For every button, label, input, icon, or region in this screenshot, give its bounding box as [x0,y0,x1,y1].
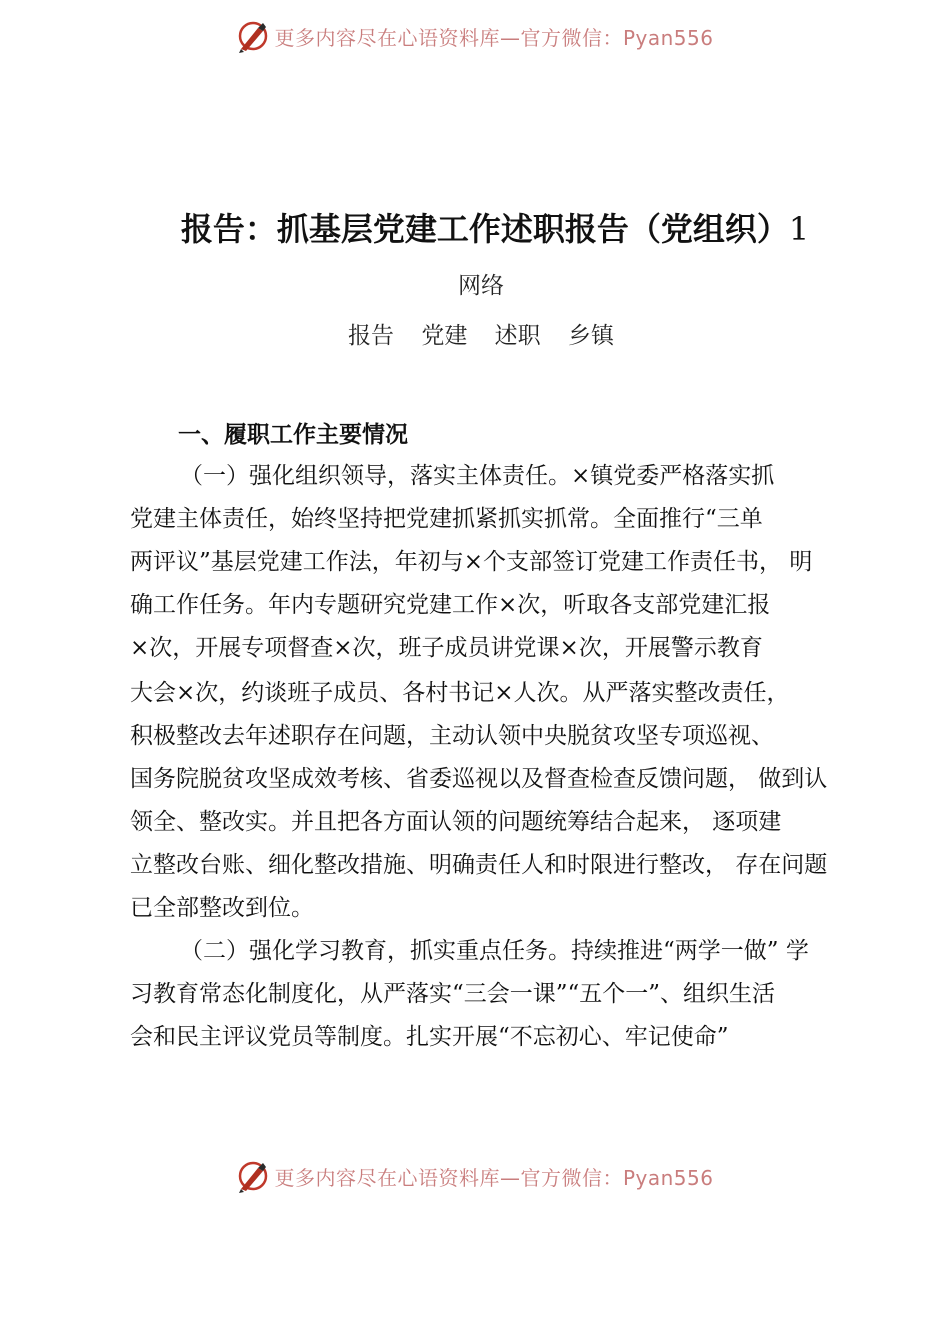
document-tags [0,317,950,350]
tag: 述职 [494,323,541,349]
body-line: 两评议”基层党建工作法，年初与×个支部签订党建工作责任书， 明 [130,549,813,575]
pen-logo-icon [236,19,270,53]
section-heading: 一、履职工作主要情况 [178,421,408,448]
body-line: 立整改台账、细化整改措施、明确责任人和时限进行整改， 存在问题 [130,852,828,878]
body-line: 党建主体责任，始终坚持把党建抓紧抓实抓常。全面推行“三单 [130,506,763,532]
tag: 乡镇 [567,323,614,349]
tag: 党建 [421,323,468,349]
body-line: 习教育常态化制度化，从严落实“三会一课”“五个一”、组织生活 [130,981,776,1007]
watermark-text: 更多内容尽在心语资料库—官方微信：Pyan556 [274,1165,714,1190]
body-line: 会和民主评议党员等制度。扎实开展“不忘初心、牢记使命” [130,1024,729,1050]
body-line: （一）强化组织领导，落实主体责任。×镇党委严格落实抓 [180,463,775,489]
watermark-text: 更多内容尽在心语资料库—官方微信：Pyan556 [274,25,714,50]
title-text: 报告：抓基层党建工作述职报告（党组织） [180,210,789,248]
document-author: 网络 [458,273,504,299]
body-line: ×次，开展专项督查×次，班子成员讲党课×次，开展警示教育 [130,635,763,661]
body-line: （二）强化学习教育，抓实重点任务。持续推进“两学一做” 学 [180,938,809,964]
document-title [0,204,950,250]
body-line: 积极整改去年述职存在问题，主动认领中央脱贫攻坚专项巡视、 [130,723,774,749]
footer-watermark [0,1156,950,1196]
body-line: 已全部整改到位。 [130,895,314,921]
body-line: 大会×次，约谈班子成员、各村书记×人次。从严落实整改责任， [130,680,790,706]
body-line: 确工作任务。年内专题研究党建工作×次，听取各支部党建汇报 [130,592,771,618]
body-line: 领全、整改实。并且把各方面认领的问题统筹结合起来， 逐项建 [130,809,782,835]
pen-logo-icon [236,1159,270,1193]
tag: 报告 [348,323,395,349]
title-number: 1 [788,210,810,248]
body-line: 国务院脱贫攻坚成效考核、省委巡视以及督查检查反馈问题， 做到认 [130,766,828,792]
header-watermark [0,16,950,56]
